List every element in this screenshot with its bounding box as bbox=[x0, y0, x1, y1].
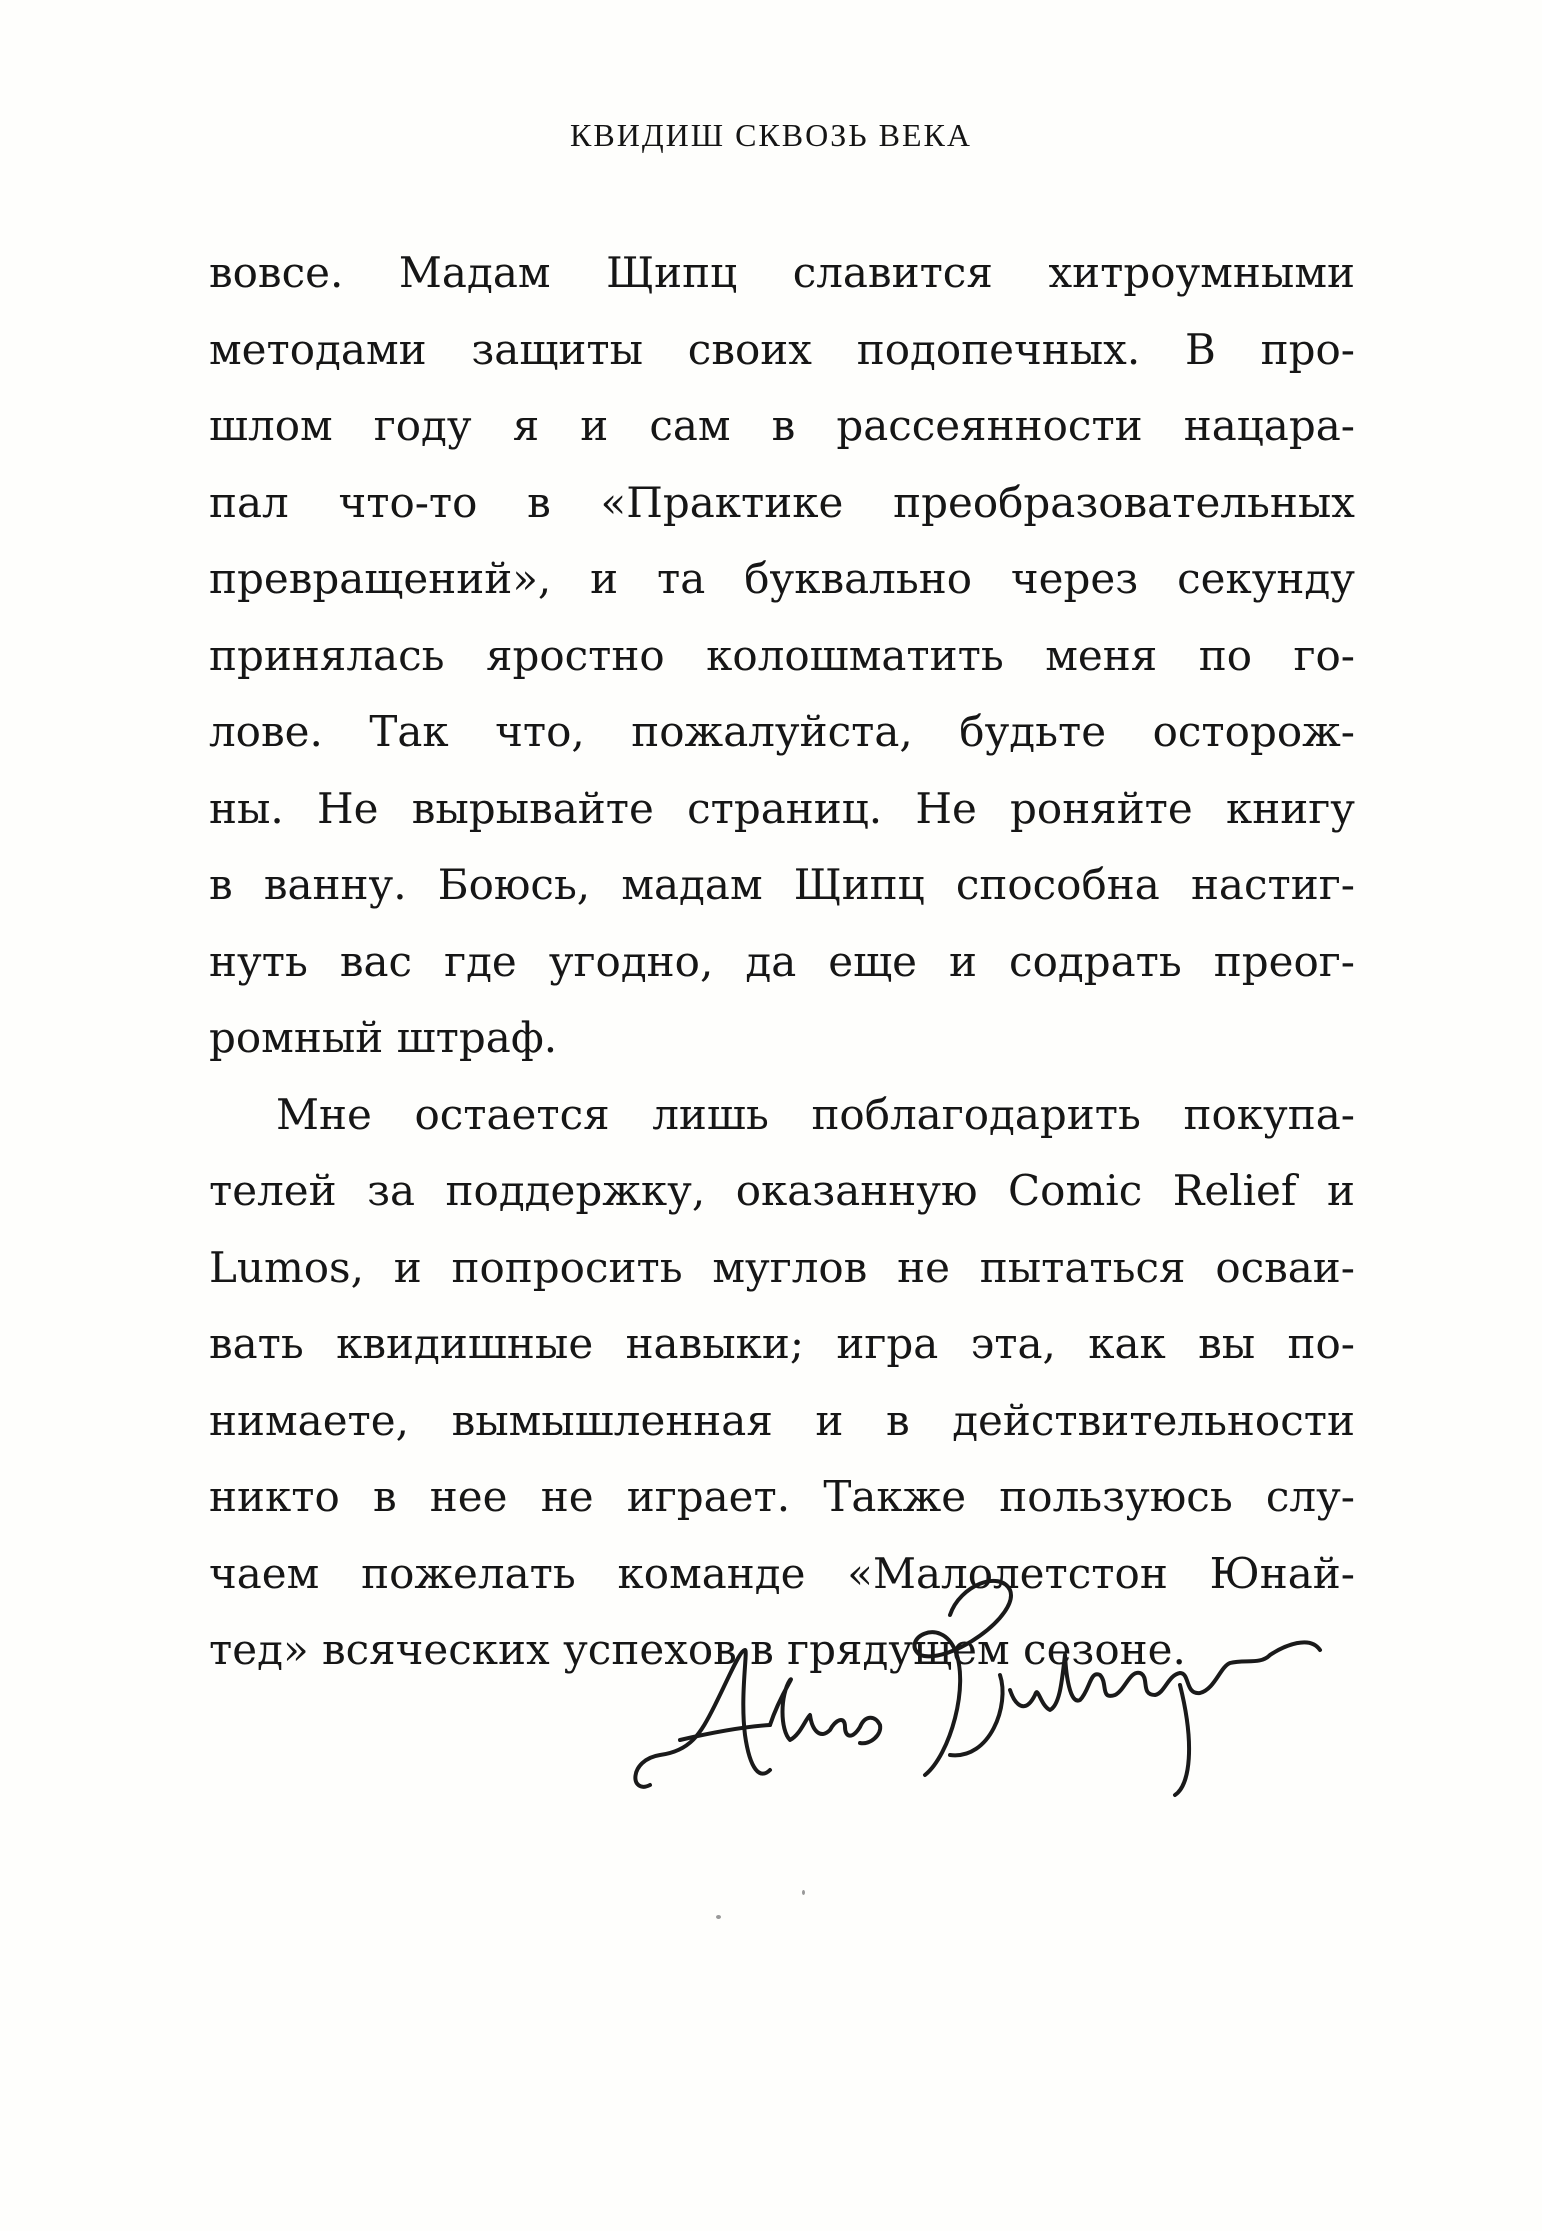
word: хитроумными bbox=[1048, 248, 1355, 297]
word: яростно bbox=[485, 630, 665, 680]
word: осторож- bbox=[1152, 707, 1355, 756]
word: успехов bbox=[563, 1625, 751, 1674]
word: тед» bbox=[209, 1625, 322, 1674]
word: преобразовательных bbox=[893, 477, 1355, 527]
word: «Малолетстон bbox=[847, 1548, 1168, 1598]
paper-speck bbox=[716, 1915, 721, 1919]
word: подопечных. bbox=[856, 324, 1141, 374]
word: угодно, bbox=[548, 936, 714, 986]
word: Щипц bbox=[606, 248, 738, 297]
word: телей bbox=[209, 1166, 337, 1215]
text-line bbox=[209, 312, 1355, 389]
word: играет. bbox=[626, 1472, 791, 1521]
word: та bbox=[657, 554, 706, 603]
word: колошматить bbox=[706, 630, 1004, 680]
text-line bbox=[209, 235, 1355, 312]
text-line bbox=[209, 1306, 1355, 1383]
word: Lumos, bbox=[209, 1242, 364, 1292]
word: нее bbox=[429, 1472, 508, 1521]
word: действительности bbox=[952, 1395, 1355, 1445]
word: пал bbox=[209, 477, 289, 527]
text-line bbox=[209, 1077, 1355, 1154]
word: и bbox=[949, 936, 978, 986]
word: своих bbox=[687, 324, 812, 374]
word: никто bbox=[209, 1472, 340, 1521]
paper-speck bbox=[802, 1890, 805, 1895]
word: ны. bbox=[209, 783, 284, 833]
word: ромный bbox=[209, 1013, 397, 1062]
word: не bbox=[897, 1242, 950, 1292]
word: эта, bbox=[970, 1319, 1056, 1368]
word: в bbox=[209, 860, 233, 909]
word: Мне bbox=[276, 1089, 372, 1139]
word: способна bbox=[955, 860, 1160, 909]
word: страниц. bbox=[687, 783, 883, 833]
word: Щипц bbox=[793, 860, 925, 909]
word: буквально bbox=[744, 554, 972, 603]
word: команде bbox=[617, 1548, 806, 1598]
word: не bbox=[540, 1472, 594, 1521]
word: вовсе. bbox=[209, 248, 344, 297]
text-line bbox=[209, 465, 1355, 542]
word: про- bbox=[1260, 324, 1355, 374]
body-text bbox=[209, 235, 1355, 1689]
text-line bbox=[209, 1383, 1355, 1460]
word: роняйте bbox=[1010, 783, 1193, 833]
word: и bbox=[393, 1242, 422, 1292]
word: осваи- bbox=[1215, 1242, 1355, 1292]
word: лишь bbox=[652, 1089, 769, 1139]
text-line bbox=[209, 388, 1355, 465]
word: преог- bbox=[1213, 936, 1355, 986]
word: по bbox=[1198, 630, 1253, 680]
word: мадам bbox=[621, 860, 763, 909]
word: ванну. bbox=[263, 860, 407, 909]
word: методами bbox=[209, 324, 427, 374]
word: муглов bbox=[712, 1242, 868, 1292]
word: где bbox=[444, 936, 517, 986]
running-head: КВИДИШ СКВОЗЬ ВЕКА bbox=[570, 117, 972, 153]
word: сам bbox=[649, 401, 731, 450]
word: всяческих bbox=[322, 1625, 564, 1674]
word: попросить bbox=[451, 1242, 683, 1292]
word: меня bbox=[1045, 630, 1158, 680]
word: еще bbox=[828, 936, 918, 986]
word: вымышленная bbox=[451, 1395, 773, 1445]
word: настиг- bbox=[1190, 860, 1355, 909]
word: в bbox=[372, 1472, 397, 1521]
word: нуть bbox=[209, 936, 308, 986]
word: превращений», bbox=[209, 554, 552, 603]
word: через bbox=[1010, 554, 1139, 603]
word: пожелать bbox=[361, 1548, 576, 1598]
word: секунду bbox=[1177, 554, 1355, 603]
word: покупа- bbox=[1183, 1089, 1355, 1139]
word: оказанную bbox=[735, 1166, 978, 1215]
word: будьте bbox=[959, 707, 1107, 756]
word: по- bbox=[1287, 1319, 1355, 1368]
word: Не bbox=[317, 783, 379, 833]
word: грядущем bbox=[787, 1625, 1024, 1674]
word: в bbox=[750, 1625, 788, 1674]
word: что, bbox=[495, 707, 585, 756]
word: навыки; bbox=[625, 1319, 805, 1368]
word: Юнай- bbox=[1209, 1548, 1355, 1598]
word: как bbox=[1088, 1319, 1166, 1368]
word: вырывайте bbox=[411, 783, 654, 833]
word: я bbox=[512, 401, 540, 450]
word: в bbox=[527, 477, 551, 527]
word: Также bbox=[823, 1472, 967, 1521]
word: Мадам bbox=[398, 248, 551, 297]
word: Не bbox=[915, 783, 977, 833]
word: принялась bbox=[209, 630, 445, 680]
word: Боюсь, bbox=[437, 860, 591, 909]
word: вать bbox=[209, 1319, 304, 1368]
word: году bbox=[373, 401, 472, 450]
text-line bbox=[209, 1153, 1355, 1230]
word: пытаться bbox=[979, 1242, 1186, 1292]
text-line bbox=[209, 1459, 1355, 1536]
word: Relief bbox=[1172, 1166, 1297, 1215]
paragraph-1 bbox=[209, 235, 1355, 1077]
text-line bbox=[209, 618, 1355, 695]
word: в bbox=[885, 1395, 910, 1445]
word: нацара- bbox=[1183, 401, 1355, 450]
word: и bbox=[815, 1395, 844, 1445]
word: и bbox=[580, 401, 609, 450]
signature bbox=[620, 1555, 1380, 1855]
word: книгу bbox=[1226, 783, 1355, 833]
word: слу- bbox=[1265, 1472, 1355, 1521]
word: лове. bbox=[209, 707, 323, 756]
text-line bbox=[209, 924, 1355, 1001]
word: да bbox=[745, 936, 797, 986]
word: чаем bbox=[209, 1548, 320, 1598]
word: пожалуйста, bbox=[631, 707, 913, 756]
word: и bbox=[1326, 1166, 1355, 1215]
word: нимаете, bbox=[209, 1395, 409, 1445]
text-line bbox=[209, 1000, 1355, 1077]
text-line bbox=[209, 1230, 1355, 1307]
word: квидишные bbox=[336, 1319, 594, 1368]
word: что-то bbox=[338, 477, 478, 527]
word: шлом bbox=[209, 401, 333, 450]
word: в bbox=[771, 401, 796, 450]
word: Так bbox=[369, 707, 449, 756]
word: и bbox=[590, 554, 619, 603]
word: Comic bbox=[1008, 1166, 1143, 1215]
text-line bbox=[209, 541, 1355, 618]
word: поблагодарить bbox=[811, 1089, 1141, 1139]
word: славится bbox=[792, 248, 993, 297]
text-line bbox=[209, 694, 1355, 771]
word: пользуюсь bbox=[999, 1472, 1233, 1521]
word: защиты bbox=[471, 324, 644, 374]
word: остается bbox=[414, 1089, 610, 1139]
word: го- bbox=[1293, 630, 1355, 680]
word: содрать bbox=[1009, 936, 1182, 986]
text-line bbox=[209, 771, 1355, 848]
word: вы bbox=[1198, 1319, 1256, 1368]
word: вас bbox=[339, 936, 413, 986]
text-line bbox=[209, 847, 1355, 924]
word: сезоне. bbox=[1023, 1625, 1186, 1674]
word: «Практике bbox=[600, 477, 844, 527]
word: игра bbox=[836, 1319, 939, 1368]
word: за bbox=[367, 1166, 416, 1215]
word: поддержку, bbox=[445, 1166, 706, 1215]
word: В bbox=[1184, 324, 1216, 374]
word: рассеянности bbox=[836, 401, 1143, 450]
word: штраф. bbox=[396, 1013, 558, 1062]
